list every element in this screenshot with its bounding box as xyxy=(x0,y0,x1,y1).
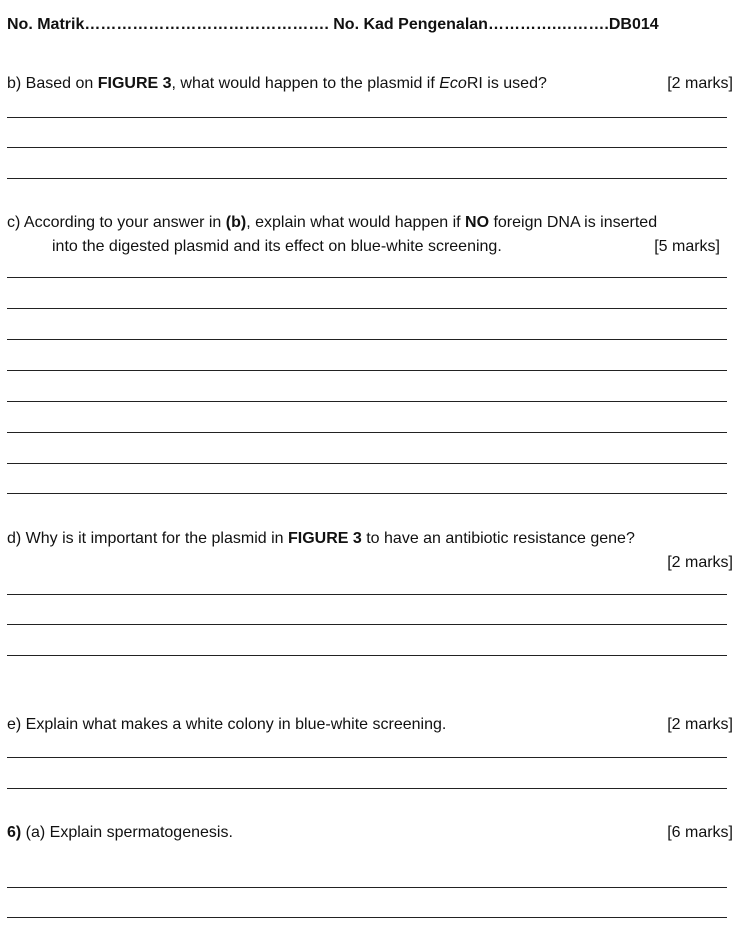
question-c xyxy=(7,214,657,232)
marks-b: [2 marks] xyxy=(667,75,733,92)
answer-line xyxy=(7,308,727,309)
enzyme-name: RI is used? xyxy=(466,75,547,92)
answer-line xyxy=(7,655,727,656)
question-d-text: to have an antibiotic resistance gene? xyxy=(361,530,635,547)
question-d xyxy=(7,530,635,548)
answer-line xyxy=(7,757,727,758)
matric-blank: ………………………………………. xyxy=(84,16,329,33)
answer-line xyxy=(7,401,727,402)
question-6 xyxy=(7,824,233,842)
question-b-text: b) Based on xyxy=(7,75,98,92)
answer-line xyxy=(7,339,727,340)
question-b xyxy=(7,75,547,93)
figure-ref: FIGURE 3 xyxy=(97,75,172,92)
header-line xyxy=(7,16,659,34)
question-c-text: c) According to your answer in xyxy=(7,214,226,231)
question-6-text: (a) Explain spermatogenesis. xyxy=(21,824,233,841)
answer-line xyxy=(7,624,727,625)
question-c-line2: into the digested plasmid and its effect on blue-white screening. xyxy=(52,238,502,255)
answer-line xyxy=(7,277,727,278)
answer-line xyxy=(7,594,727,595)
emphasis-no: NO xyxy=(465,214,490,231)
marks-c: [5 marks] xyxy=(654,238,720,255)
answer-line xyxy=(7,117,727,118)
question-d-text: d) Why is it important for the plasmid in xyxy=(7,530,288,547)
answer-line xyxy=(7,370,727,371)
enzyme-name: Eco xyxy=(439,75,467,92)
question-number: 6) xyxy=(7,824,22,841)
answer-line xyxy=(7,178,727,179)
question-c-text: , explain what would happen if xyxy=(246,214,466,231)
answer-line xyxy=(7,917,727,918)
ic-blank: ………….………. xyxy=(487,16,609,33)
answer-ref: (b) xyxy=(225,214,247,231)
question-c-text: foreign DNA is inserted xyxy=(489,214,658,231)
question-e: e) Explain what makes a white colony in blue-white screening. xyxy=(7,716,447,733)
answer-line xyxy=(7,493,727,494)
course-code: DB014 xyxy=(608,16,659,33)
ic-label: No. Kad Pengenalan xyxy=(333,16,488,33)
question-b-text: , what would happen to the plasmid if xyxy=(171,75,440,92)
marks-d: [2 marks] xyxy=(667,554,733,571)
figure-ref: FIGURE 3 xyxy=(287,530,362,547)
marks-6: [6 marks] xyxy=(667,824,733,841)
answer-line xyxy=(7,432,727,433)
answer-line xyxy=(7,887,727,888)
answer-line xyxy=(7,147,727,148)
answer-line xyxy=(7,463,727,464)
marks-e: [2 marks] xyxy=(667,716,733,733)
matric-label: No. Matrik xyxy=(7,16,85,33)
answer-line xyxy=(7,788,727,789)
